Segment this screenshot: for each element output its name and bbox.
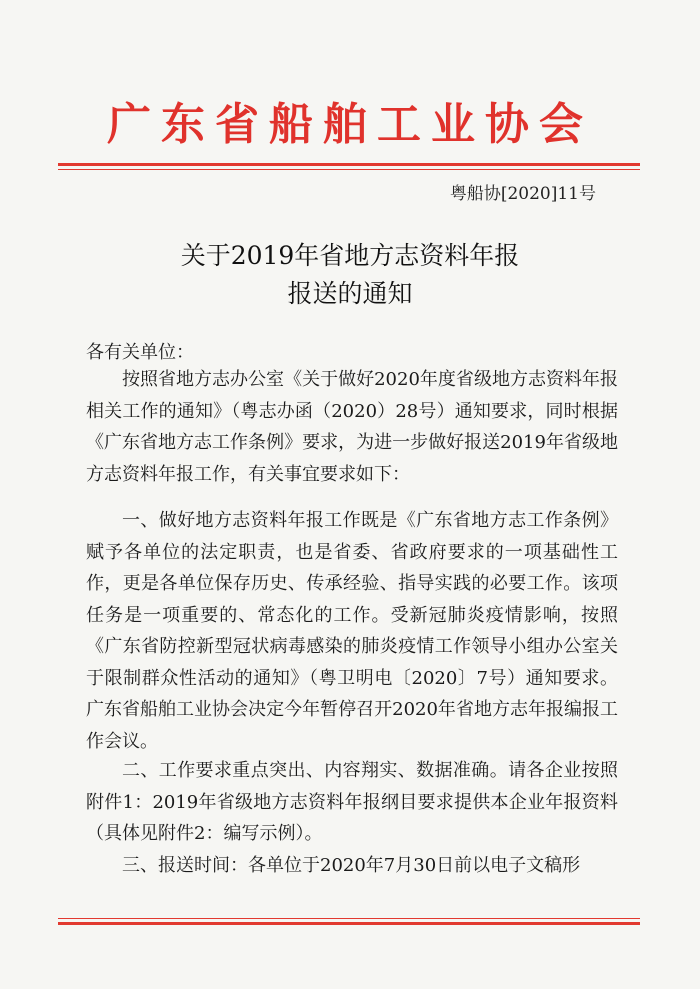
letterhead-rule-thick bbox=[58, 163, 640, 166]
paragraph-item-2: 二、工作要求重点突出、内容翔实、数据准确。请各企业按照附件1：2019年省级地方志资料年报纲目要求提供本企业年报资料（具体见附件2：编写示例）。 bbox=[86, 760, 618, 844]
paragraph-intro: 按照省地方志办公室《关于做好2020年度省级地方志资料年报相关工作的通知》（粤志办函（2020）28号）通知要求，同时根据《广东省地方志工作条例》要求，为进一步做好报送2019年省级地方志资料年报工作，有关事宜要求如下： bbox=[86, 369, 618, 485]
document-number: 粤船协[2020]11号 bbox=[449, 184, 596, 204]
footer-rule-thin bbox=[58, 918, 640, 919]
salutation: 各有关单位： bbox=[86, 342, 194, 363]
document-title-line-2: 报送的通知 bbox=[287, 279, 413, 308]
paragraph-item-1: 一、做好地方志资料年报工作既是《广东省地方志工作条例》赋予各单位的法定职责，也是省委、省政府要求的一项基础性工作，更是各单位保存历史、传承经验、指导实践的必要工作。该项任务是一项重要的、常态化的工作。受新冠肺炎疫情影响，按照《广东省防控新型冠状病毒感染的肺炎疫情工作领导小组办公室关于限制群众性活动的通知》（粤卫明电〔2020〕7号）通知要求。广东省船舶工业协会决定今年暂停召开2020年省地方志年报编报工作会议。 bbox=[86, 510, 618, 752]
paragraph-item-3: 三、报送时间：各单位于2020年7月30日前以电子文稿形 bbox=[122, 855, 581, 876]
footer-rule-thick bbox=[58, 922, 640, 925]
letterhead-org-name: 广东省船舶工业协会 bbox=[107, 99, 593, 150]
document-title-line-1: 关于2019年省地方志资料年报 bbox=[180, 241, 520, 270]
letterhead-rule-thin bbox=[58, 169, 640, 170]
